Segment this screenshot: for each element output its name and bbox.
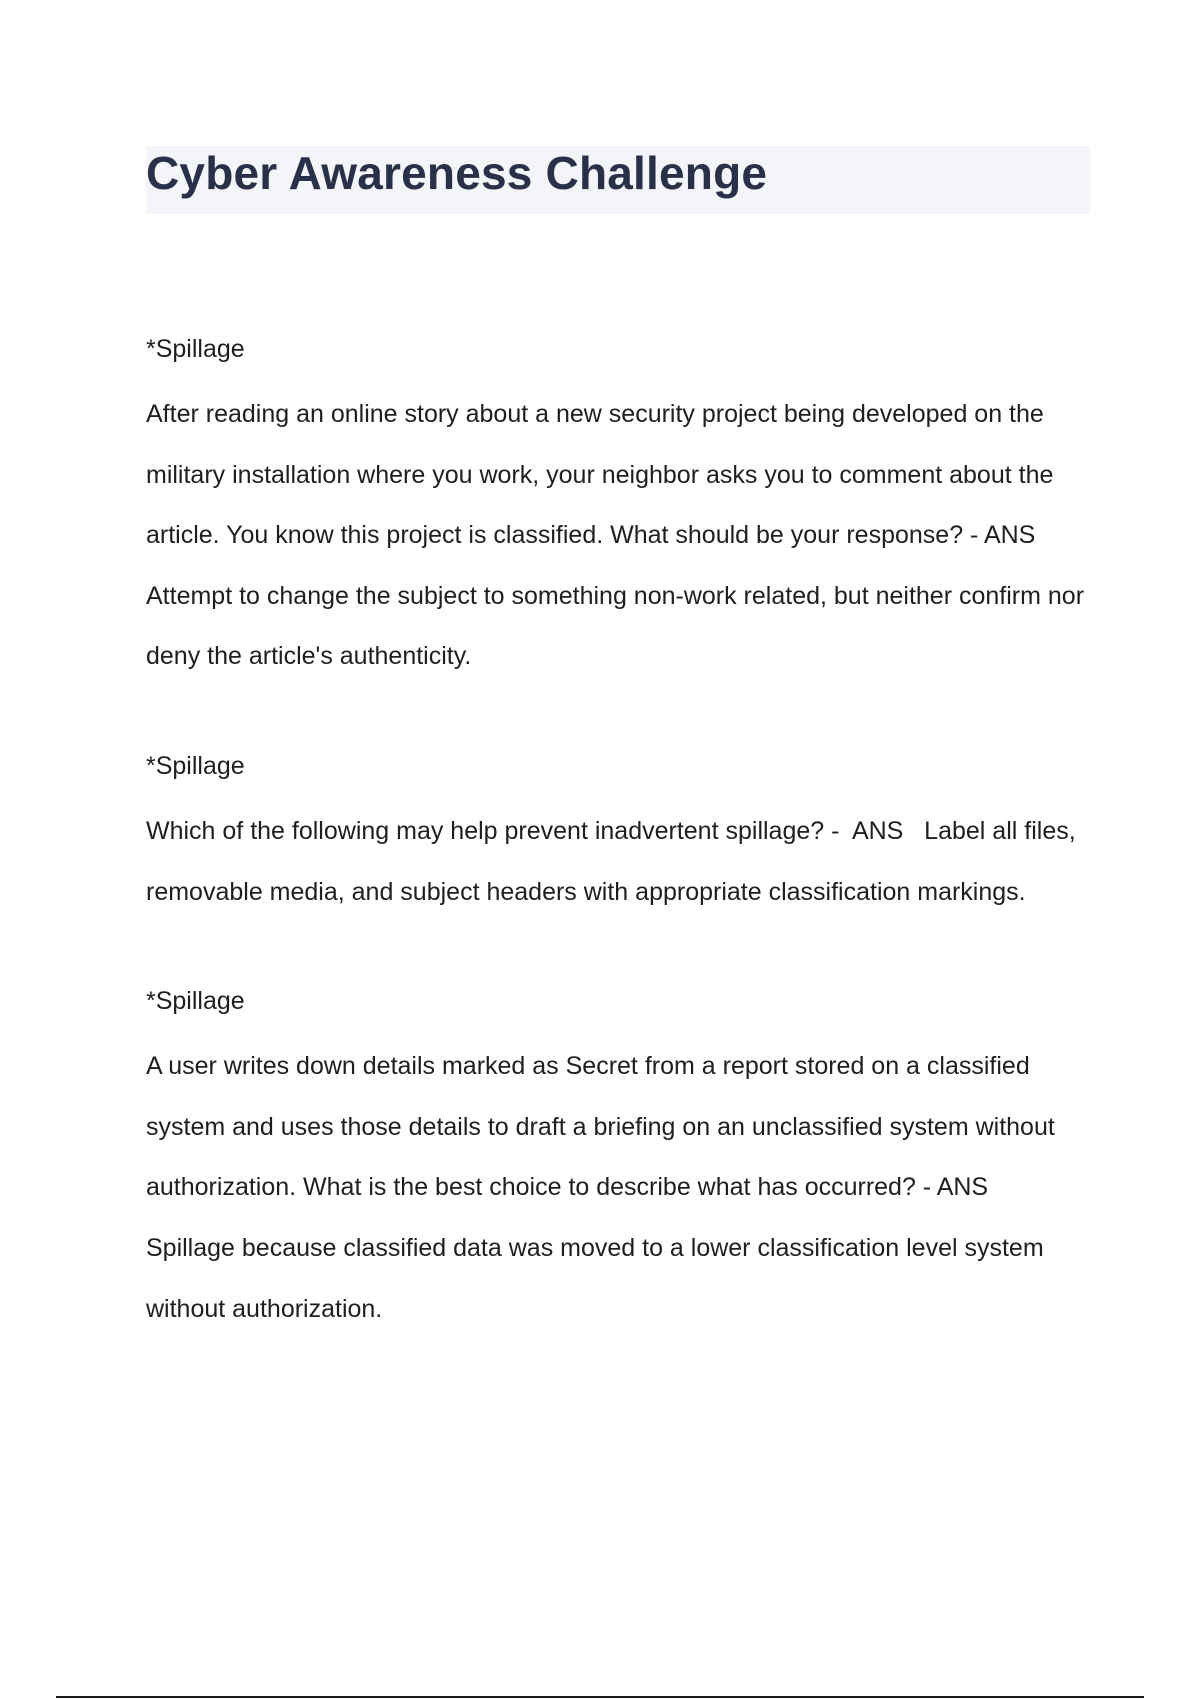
- footer-divider: [56, 1696, 1144, 1698]
- qa-item: [146, 745, 1096, 922]
- qa-item: [146, 328, 1096, 687]
- document-title: Cyber Awareness Challenge: [146, 147, 768, 199]
- qa-question-answer: A user writes down details marked as Secret from a report stored on a classified system and uses those details to draft a briefing on an unclassified system without authorization. What is the best choice to describe what has occurred? - ANS Spillage because classified data was moved to a lower classification level system without authorization.: [146, 1052, 1062, 1323]
- qa-item: [146, 980, 1096, 1339]
- qa-question-answer: Which of the following may help prevent inadvertent spillage? - ANS Label all files, removable media, and subject headers with appropriate classification markings.: [146, 816, 1083, 906]
- qa-list: [146, 328, 1096, 1339]
- qa-category: *Spillage: [146, 335, 245, 363]
- qa-category: *Spillage: [146, 751, 245, 780]
- qa-question-answer: After reading an online story about a new security project being developed on the military installation where you work, your neighbor asks you to comment about the article. You know this project is classified. What should be your response? - ANS Attempt to change the subject to something non-work related, but neither confirm nor deny the article's authenticity.: [146, 400, 1091, 671]
- qa-category: *Spillage: [146, 987, 245, 1016]
